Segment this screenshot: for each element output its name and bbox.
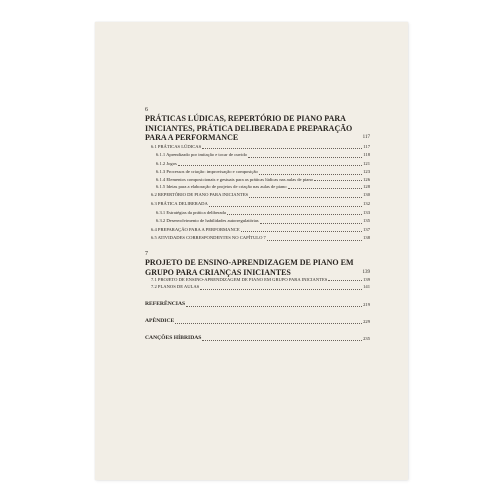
leader-dots (227, 214, 362, 215)
leader-dots (178, 165, 362, 166)
toc-entry-label: 6.1.2 Jogos (156, 160, 177, 166)
toc-entry (145, 151, 370, 160)
toc-entry (145, 226, 370, 235)
toc-entry-page: 128 (363, 183, 370, 189)
leader-dots (200, 289, 362, 290)
toc-entry-page: 137 (363, 226, 370, 232)
chapter-page: 117 (362, 135, 370, 140)
leader-dots (209, 206, 362, 207)
toc-entry-page: 135 (363, 218, 370, 224)
toc-entry-page: 117 (363, 143, 370, 149)
toc-entry-label: 6.1.4 Elementos composicionais e gestuais para as práticas lúdicas nas aulas de piano (156, 176, 313, 182)
toc-entry-page: 126 (363, 176, 370, 182)
toc-entry-page: 130 (363, 192, 370, 198)
leader-dots (202, 148, 362, 149)
toc-entry (145, 143, 370, 152)
chapter-title (145, 258, 370, 277)
toc-entry (145, 209, 370, 218)
toc-entry-page: 121 (363, 160, 370, 166)
toc-entry-label: 6.2 REPERTÓRIO DE PIANO PARA INICIANTES (151, 192, 249, 198)
toc-entry (145, 168, 370, 177)
spacer (145, 292, 370, 300)
toc-section-page: 235 (363, 335, 370, 341)
leader-dots (328, 280, 362, 281)
toc-section-appendix (145, 317, 370, 326)
toc-entry-label: 6.3.1 Estratégias da prática deliberada (156, 209, 226, 215)
chapter-number: 6 (145, 107, 148, 113)
chapter-page: 139 (362, 269, 370, 275)
toc-entry (145, 160, 370, 169)
toc-entry-page: 139 (363, 277, 370, 283)
leader-dots (249, 197, 362, 198)
chapter-number: 7 (145, 251, 148, 258)
toc-entry-label: 6.5 ATIVIDADES CORRESPONDENTES NO CAPÍTULO 7 (151, 235, 266, 241)
toc-entry (145, 283, 370, 292)
toc-entry-label: 6.1.1 Aprendizado por imitação e tocar de ouvido (156, 152, 247, 158)
toc-entry (145, 217, 370, 226)
leader-dots (259, 174, 362, 175)
toc-entry-page: 118 (363, 152, 370, 158)
chapter-title-text: PRÁTICAS LÚDICAS, REPERTÓRIO DE PIANO PARA INICIANTES, PRÁTICA DELIBERADA E PREPARAÇÃO PARA A PERFORMANCE (145, 114, 353, 142)
chapter-title (145, 114, 370, 143)
leader-dots (175, 323, 362, 324)
spacer (145, 326, 370, 334)
toc-section-page: 229 (363, 318, 370, 324)
toc-entry-label: 6.3.2 Desenvolvimento de habilidades autorregulatórias (156, 218, 259, 224)
toc-section-page: 219 (363, 301, 370, 307)
toc-entry (145, 183, 370, 192)
toc-entry (145, 200, 370, 209)
toc-entry-label: 6.3 PRÁTICA DELIBERADA (151, 201, 208, 207)
table-of-contents (145, 107, 370, 343)
toc-entry-label: 7.2 PLANOS DE AULAS (151, 284, 200, 290)
book-page (95, 22, 408, 480)
toc-entry (145, 234, 370, 243)
toc-entry-label: 6.1 PRÁTICAS LÚDICAS (151, 143, 202, 149)
toc-section-label: CANÇÕES HÍBRIDAS (145, 334, 202, 341)
leader-dots (288, 188, 363, 189)
toc-entry-page: 132 (363, 201, 370, 207)
leader-dots (241, 231, 362, 232)
toc-section-hybrid-songs (145, 334, 370, 343)
leader-dots (314, 180, 362, 181)
toc-section-label: REFERÊNCIAS (145, 300, 186, 307)
toc-entry-label: 6.4 PREPARAÇÃO PARA A PERFORMANCE (151, 226, 240, 232)
toc-entry-label: 7.1 PROJETO DE ENSINO-APRENDIZAGEM DE PIANO EM GRUPO PARA INICIANTES (151, 277, 328, 283)
leader-dots (202, 340, 362, 341)
toc-section-references (145, 300, 370, 309)
toc-entry (145, 191, 370, 200)
toc-section-label: APÊNDICE (145, 317, 175, 324)
toc-entry-page: 133 (363, 209, 370, 215)
leader-dots (248, 157, 362, 158)
spacer (145, 243, 370, 251)
chapter-title-text: PROJETO DE ENSINO-APRENDIZAGEM DE PIANO EM GRUPO PARA CRIANÇAS INICIANTES (145, 258, 354, 277)
spacer (145, 309, 370, 317)
toc-entry-label: 6.1.3 Processos de criação: improvisação e composição (156, 169, 258, 175)
toc-entry-page: 138 (363, 235, 370, 241)
leader-dots (260, 223, 363, 224)
leader-dots (186, 306, 362, 307)
toc-entry-label: 6.1.5 Ideias para a elaboração de projetos de criação nas aulas de piano (156, 183, 287, 189)
toc-entry-page: 141 (363, 284, 370, 290)
leader-dots (267, 240, 362, 241)
toc-entry-page: 123 (363, 169, 370, 175)
